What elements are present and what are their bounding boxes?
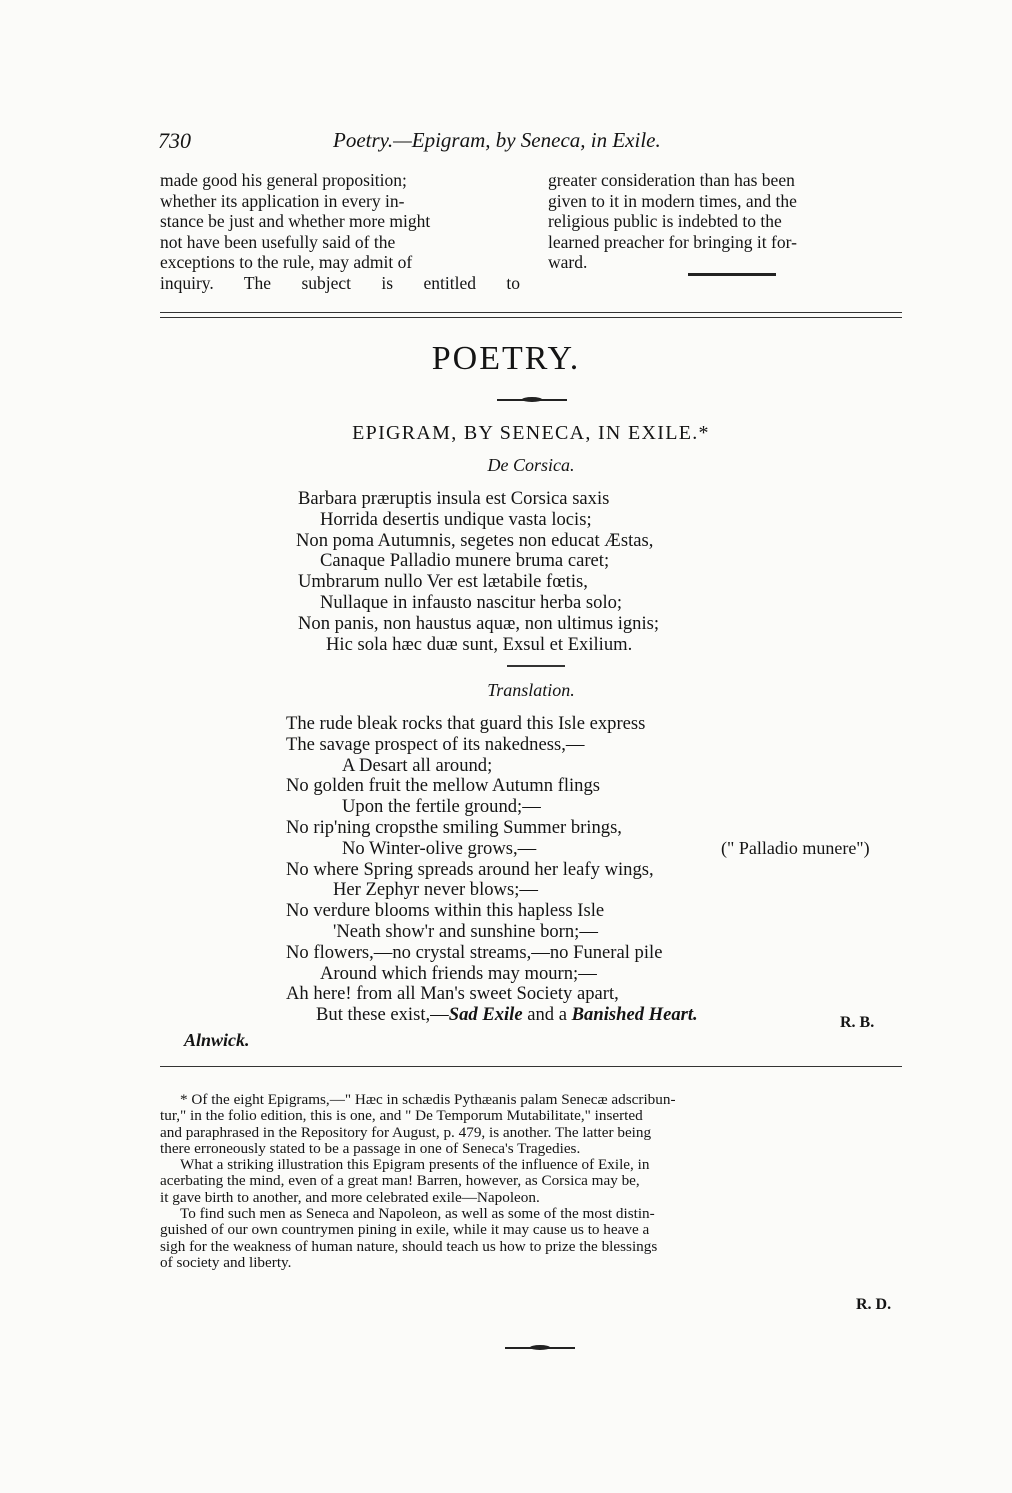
- translation-poem: [286, 714, 698, 1026]
- end-ornament: [505, 1345, 575, 1350]
- verse-line: A Desart all around;: [342, 754, 493, 776]
- text-line: given to it in modern times, and the: [548, 190, 797, 211]
- verse-line: The rude bleak rocks that guard this Isle express: [286, 713, 646, 734]
- text-line: not have been usefully said of the: [160, 231, 396, 252]
- verse-line: Nullaque in infausto nascitur herba solo;: [320, 591, 623, 613]
- footnote-line: tur," in the folio edition, this is one, and " De Temporum Mutabilitate," inserted: [160, 1107, 643, 1125]
- footnote-line: * Of the eight Epigrams,—" Hæc in schædis Pythæanis palam Senecæ adscribun-: [180, 1091, 676, 1108]
- footnote-signature: R. D.: [856, 1296, 892, 1313]
- text-line: whether its application in every in-: [160, 190, 405, 211]
- text-line: inquiry. The subject is entitled to: [160, 272, 520, 293]
- text-line: exceptions to the rule, may admit of: [160, 252, 413, 273]
- footnote-line: and paraphrased in the Repository for August, p. 479, is another. The latter being: [160, 1123, 652, 1141]
- verse-line: No flowers,—no crystal streams,—no Funeral pile: [286, 941, 663, 963]
- text-line: greater consideration than has been: [548, 170, 795, 190]
- verse-line: Barbara præruptis insula est Corsica saxis: [298, 488, 610, 509]
- column-end-rule: [688, 273, 776, 276]
- verse-line: [286, 1005, 698, 1026]
- text-line: learned preacher for bringing it for-: [548, 231, 797, 252]
- verse-line: Umbrarum nullo Ver est lætabile fœtis,: [298, 571, 588, 593]
- verse-line: No golden fruit the mellow Autumn flings: [286, 775, 600, 797]
- running-head: Poetry.—Epigram, by Seneca, in Exile.: [333, 128, 661, 152]
- footnote-line: To find such men as Seneca and Napoleon, as well as some of the most distin-: [180, 1205, 655, 1223]
- text-line: stance be just and whether more might: [160, 211, 431, 232]
- verse-line: Horrida desertis undique vasta locis;: [320, 508, 592, 530]
- verse-line: Non panis, non haustus aquæ, non ultimus ignis;: [298, 612, 660, 634]
- text-line: religious public is indebted to the: [548, 211, 782, 232]
- footnote-line: it gave birth to another, and more celebrated exile—Napoleon.: [160, 1188, 540, 1206]
- last-line-exile: Sad Exile: [448, 1004, 523, 1026]
- footnote-line: there erroneously stated to be a passage in one of Seneca's Tragedies.: [160, 1139, 581, 1157]
- right-column-text: [548, 170, 908, 273]
- last-line-heart: Banished Heart.: [571, 1004, 698, 1026]
- running-header: [158, 128, 918, 156]
- verse-line: No verdure blooms within this hapless Isle: [286, 900, 605, 922]
- translation-heading: Translation.: [487, 680, 575, 700]
- footnote-line: What a striking illustration this Epigram presents of the influence of Exile, in: [180, 1156, 650, 1174]
- verse-line: Her Zephyr never blows;—: [333, 879, 538, 901]
- latin-heading: De Corsica.: [487, 455, 575, 475]
- verse-line: Ah here! from all Man's sweet Society apart,: [286, 983, 619, 1005]
- short-divider: [507, 665, 565, 667]
- footnote-line: acerbating the mind, even of a great man! Barren, however, as Corsica may be,: [160, 1172, 640, 1190]
- verse-line: Non poma Autumnis, segetes non educat Æstas,: [296, 529, 654, 551]
- place-name: Alnwick.: [184, 1030, 250, 1050]
- page-number: 730: [158, 128, 191, 153]
- footnote-text: [160, 1092, 908, 1271]
- verse-line: No rip'ning cropsthe smiling Summer brings,: [286, 816, 622, 838]
- verse-line: Hic sola hæc duæ sunt, Exsul et Exilium.: [326, 633, 633, 655]
- section-divider: [160, 312, 902, 318]
- footnote-line: sigh for the weakness of human nature, should teach us how to prize the blessings: [160, 1237, 658, 1255]
- verse-line: Upon the fertile ground;—: [342, 796, 541, 818]
- verse-line: No where Spring spreads around her leafy wings,: [286, 858, 654, 880]
- poem-title: EPIGRAM, BY SENECA, IN EXILE.*: [352, 422, 710, 444]
- last-line-start: But these exist,—: [316, 1004, 449, 1026]
- verse-line: Around which friends may mourn;—: [320, 962, 597, 984]
- text-line: made good his general proposition;: [160, 170, 407, 190]
- poem-signature: R. B.: [840, 1014, 875, 1031]
- verse-line: The savage prospect of its nakedness,—: [286, 733, 585, 755]
- footnote-line: guished of our own countrymen pining in exile, while it may cause us to heave a: [160, 1221, 650, 1239]
- footnote-line: of society and liberty.: [160, 1253, 292, 1271]
- last-line-and: and a: [522, 1004, 572, 1026]
- section-title: POETRY.: [431, 340, 581, 377]
- text-line: ward.: [548, 252, 588, 273]
- side-note: (" Palladio munere"): [721, 838, 870, 858]
- verse-line: No Winter-olive grows,—: [342, 837, 537, 859]
- latin-poem: [298, 489, 659, 655]
- ornament-divider: [497, 397, 567, 402]
- verse-line: Canaque Palladio munere bruma caret;: [320, 550, 610, 572]
- footnote-rule: [160, 1066, 902, 1067]
- verse-line: 'Neath show'r and sunshine born;—: [333, 920, 598, 942]
- left-column-text: [160, 170, 520, 294]
